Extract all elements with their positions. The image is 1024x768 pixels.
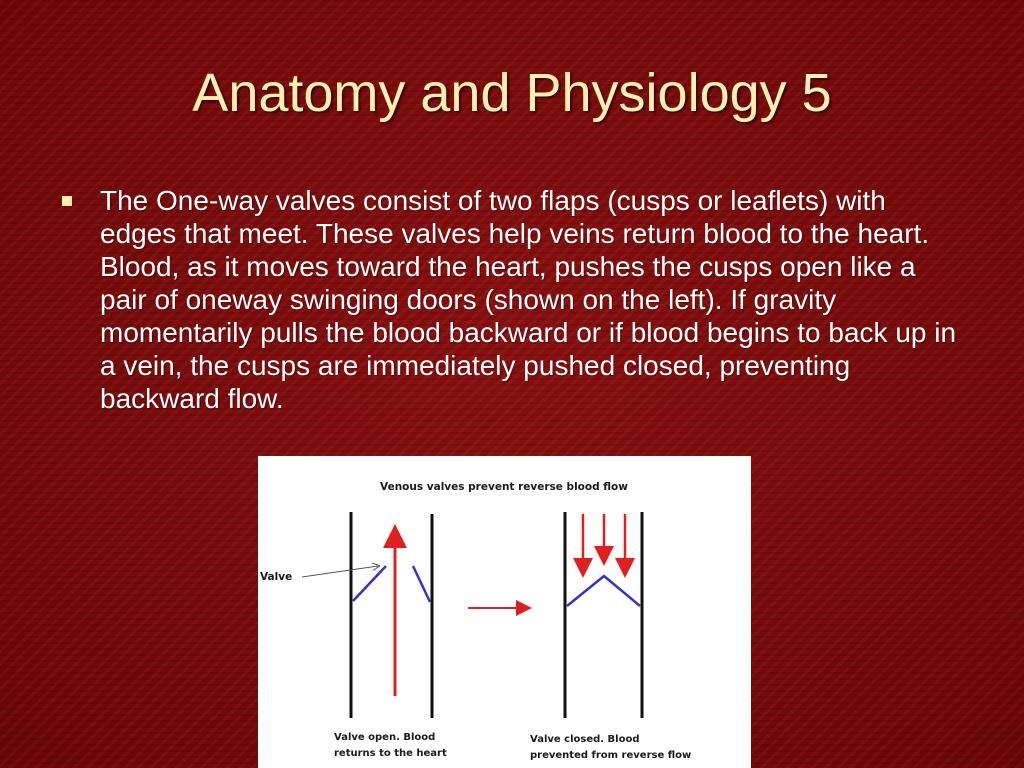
valve-diagram-svg	[258, 456, 751, 768]
closed-valve-cusps	[567, 576, 640, 606]
caption-closed-line1: Valve closed. Blood	[530, 734, 640, 745]
square-bullet-icon	[62, 196, 72, 206]
bullet-text: The One-way valves consist of two flaps (cusps or leaflets) with edges that meet. These valves help veins return blood to the heart. Blood, as it moves toward the heart, pushes the cusps open like a pair of oneway swinging doors (shown on the left). If gravity momentarily pulls the blood backward or if blood begins to back up in a vein, the cusps are immediately pushed closed, preventing backward flow.	[100, 185, 957, 414]
caption-open-line1: Valve open. Blood	[334, 732, 436, 743]
caption-open-line2: returns to the heart	[334, 748, 447, 759]
figure-title: Venous valves prevent reverse blood flow	[380, 481, 628, 493]
open-valve-right-cusp	[413, 566, 430, 602]
valve-pointer-arrow-icon	[302, 566, 378, 577]
caption-closed-line2: prevented from reverse flow	[530, 750, 692, 761]
bullet-item	[62, 184, 962, 415]
open-valve-left-cusp	[353, 566, 386, 601]
slide-title: Anatomy and Physiology 5	[192, 63, 832, 123]
valve-label: Valve	[260, 571, 293, 583]
valve-diagram	[258, 456, 751, 768]
